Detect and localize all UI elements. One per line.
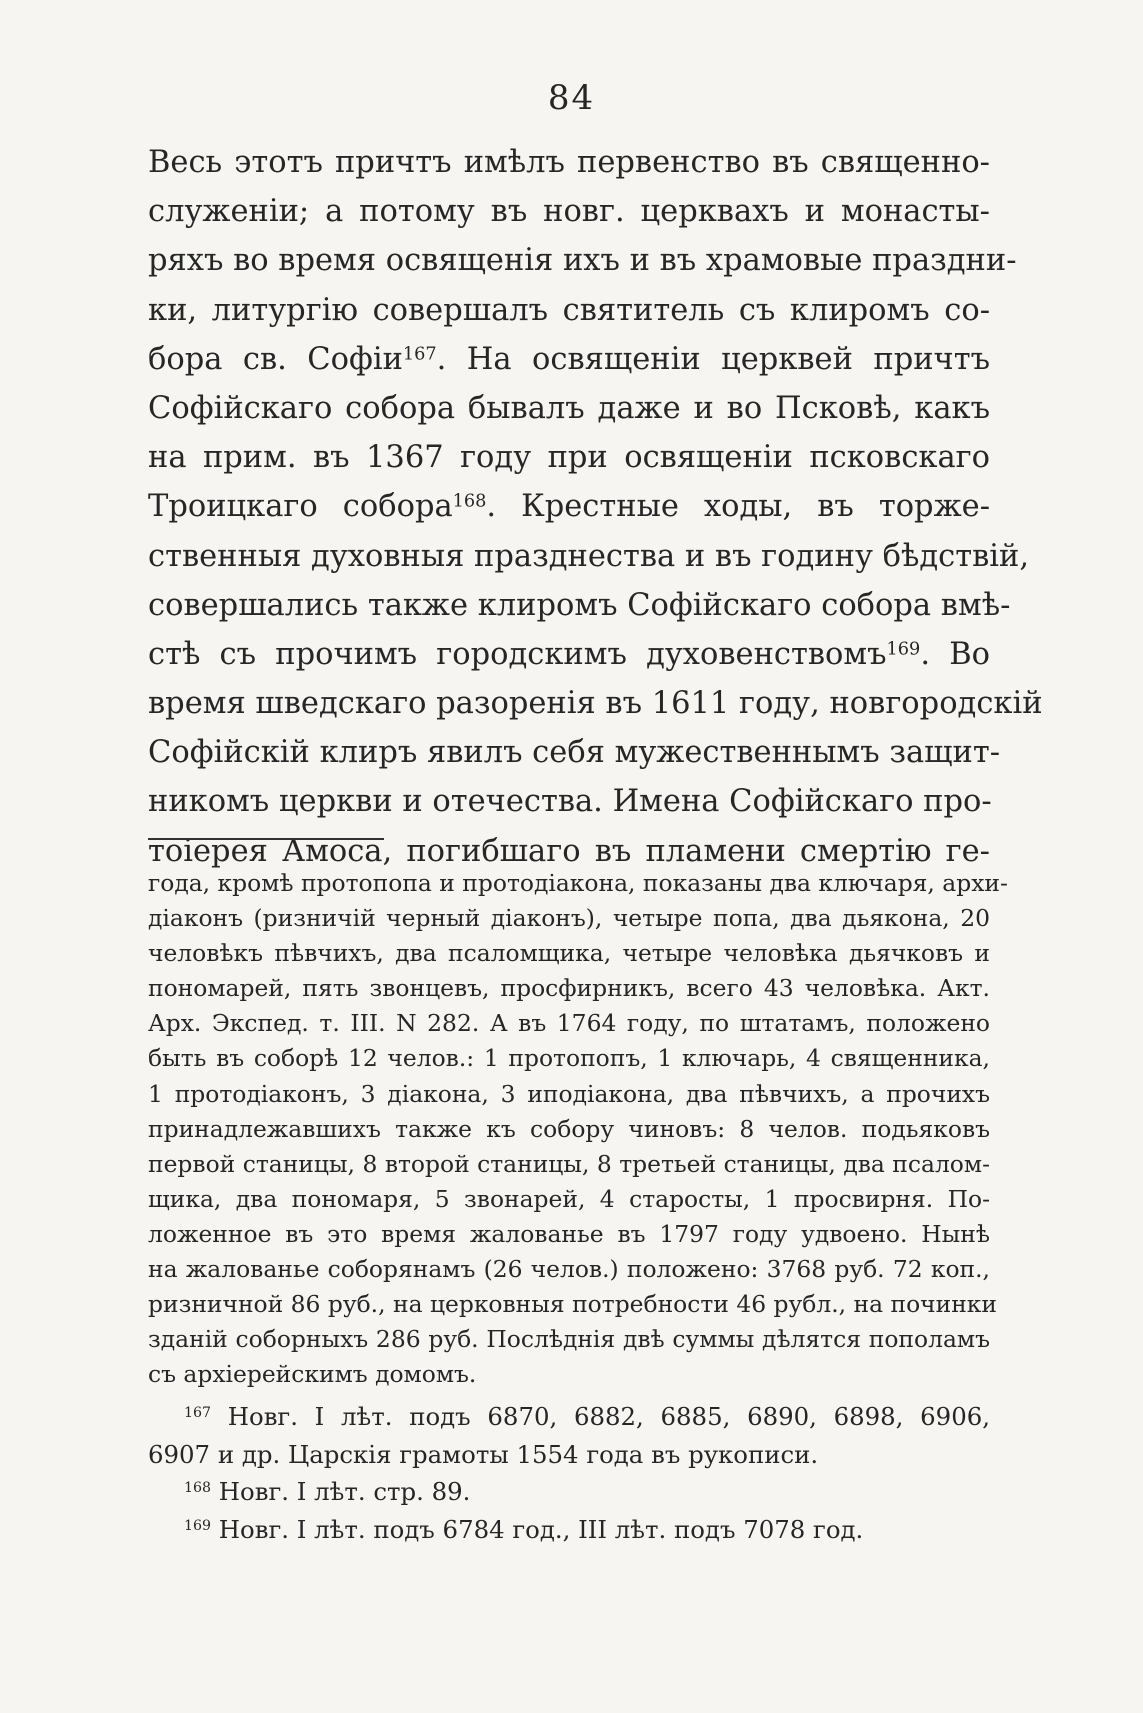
main-line: тоіерея Амоса, погибшаго въ пламени смертію ге- [148,833,990,869]
note-line: діаконъ (ризничій черный діаконъ), четыре попа, два дьякона, 20 [148,904,990,933]
note-line: человѣкъ пѣвчихъ, два псаломщика, четыре человѣка дьячковъ и [148,939,990,968]
main-line: на прим. въ 1367 году при освященіи псковскаго [148,440,990,476]
note-line: года, кромѣ протопопа и протодіакона, показаны два ключаря, архи- [148,869,1008,897]
note-line: пономарей, пять звонцевъ, просфирникъ, всего 43 человѣка. Акт. [148,974,990,1003]
main-line: Софійскаго собора бывалъ даже и во Псковѣ, какъ [148,390,990,426]
footnote-167 [148,1398,990,1436]
main-line [148,630,990,679]
note-line: 1 протодіаконъ, 3 діакона, 3 иподіакона, два пѣвчихъ, а прочихъ [148,1079,990,1108]
note-line: щика, два пономаря, 5 звонарей, 4 старосты, 1 просвирня. По- [148,1184,990,1213]
continued-note [148,866,1008,1392]
main-line [148,335,990,384]
note-line: ризничной 86 руб., на церковныя потребности 46 рубл., на починки [148,1290,998,1319]
main-line: время шведскаго разоренія въ 1611 году, новгородскій [148,686,1043,722]
footnote-line: 6907 и др. Царскія грамоты 1554 года въ рукописи. [148,1439,819,1469]
footnote-text: Новг. I лѣт. подъ 6870, 6882, 6885, 6890, 6898, 6906, [227,1402,990,1431]
footnote-ref-168: 168 [452,491,487,512]
page-number: 84 [547,78,596,118]
main-line-text: . Во [920,636,990,672]
note-line: зданій соборныхъ 286 руб. Послѣднія двѣ суммы дѣлятся пополамъ [148,1325,990,1354]
note-line: первой станицы, 8 второй станицы, 8 третьей станицы, два псалом- [148,1149,990,1178]
note-line: съ архіерейскимъ домомъ. [148,1360,477,1389]
footnote-168 [148,1473,990,1511]
footnote-separator [148,838,384,840]
main-text [148,138,1043,876]
footnote-text: Новг. I лѣт. стр. 89. [218,1477,471,1507]
note-line: Арх. Экспед. т. III. N 282. А въ 1764 году, по штатамъ, положено [148,1009,990,1038]
footnote-169 [148,1511,990,1549]
note-line: ложенное въ это время жалованье въ 1797 году удвоено. Нынѣ [148,1219,990,1248]
footnote-number: 168 [184,1480,211,1497]
main-line-text: стѣ съ прочимъ городскимъ духовенствомъ [148,636,887,672]
footnotes [148,1398,990,1548]
footnote-text: Новг. I лѣт. подъ 6784 год., III лѣт. подъ 7078 год. [218,1514,864,1544]
main-line: ки, литургію совершалъ святитель съ клиромъ со- [148,292,990,328]
main-line: ряхъ во время освященія ихъ и въ храмовые праздни- [148,243,1017,279]
main-line: служеніи; а потому въ новг. церквахъ и монасты- [148,194,990,230]
main-line [148,482,990,531]
note-line: на жалованье соборянамъ (26 челов.) положено: 3768 руб. 72 коп., [148,1255,990,1284]
main-line: Софійскій клиръ явилъ себя мужественнымъ защит- [148,735,1001,771]
main-line-text: . Крестные ходы, въ торже- [486,489,990,525]
main-line-text: Троицкаго собора [148,489,453,525]
footnote-ref-169: 169 [886,639,921,660]
note-line: быть въ соборѣ 12 челов.: 1 протопопъ, 1 ключарь, 4 священника, [148,1044,990,1073]
main-line-text: . На освященіи церквей причтъ [436,341,990,377]
main-line-text: бора св. Софіи [148,341,403,377]
note-line: принадлежавшихъ также къ собору чиновъ: 8 челов. подьяковъ [148,1114,990,1143]
main-line: никомъ церкви и отечества. Имена Софійскаго про- [148,784,992,820]
footnote-ref-167: 167 [402,344,437,365]
main-line: Весь этотъ причтъ имѣлъ первенство въ священно- [148,145,990,180]
main-line: совершались также клиромъ Софійскаго собора вмѣ- [148,587,1011,623]
footnote-number: 169 [184,1518,211,1534]
footnote-number: 167 [184,1405,211,1422]
main-line: ственныя духовныя празднества и въ годину бѣдствій, [148,538,1030,574]
